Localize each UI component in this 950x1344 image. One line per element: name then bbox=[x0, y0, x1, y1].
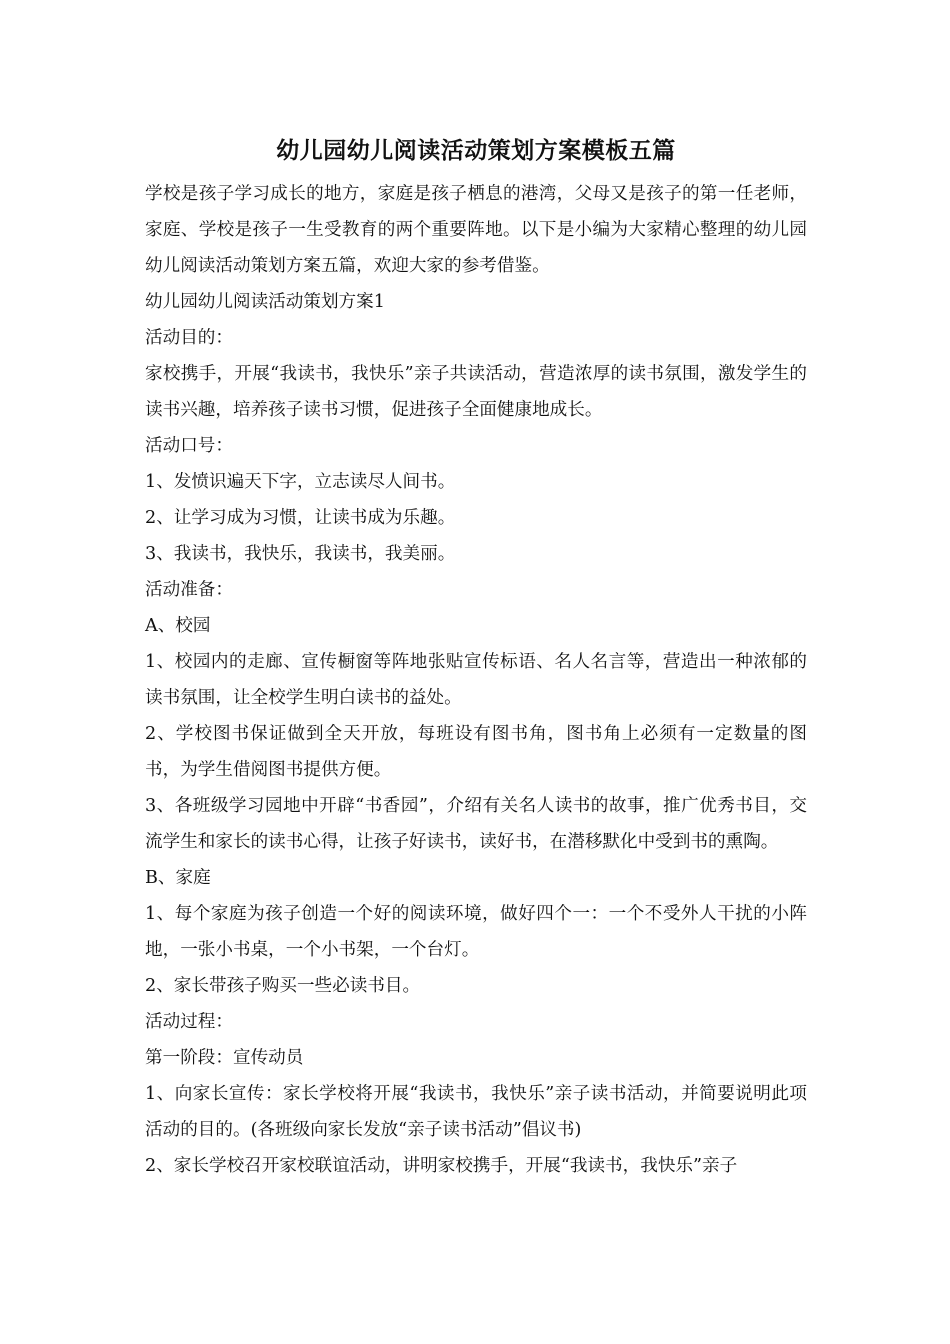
family-item-2: 2、家长带孩子购买一些必读书目。 bbox=[145, 976, 421, 996]
subheading-family: B、家庭 bbox=[145, 868, 211, 888]
stage-1-item-1: 1、向家长宣传：家长学校将开展“我读书，我快乐”亲子读书活动，并简要说明此项活动的目的。(各班级向家长发放“亲子读书活动”倡议书) bbox=[145, 1084, 807, 1140]
campus-item-1: 1、校园内的走廊、宣传橱窗等阵地张贴宣传标语、名人名言等，营造出一种浓郁的读书氛围，让全校学生明白读书的益处。 bbox=[145, 652, 807, 708]
subheading-campus: A、校园 bbox=[145, 616, 211, 636]
stage-1-item-2: 2、家长学校召开家校联谊活动，讲明家校携手，开展“我读书，我快乐”亲子 bbox=[145, 1156, 738, 1176]
slogan-item-2: 2、让学习成为习惯，让读书成为乐趣。 bbox=[145, 508, 456, 528]
campus-item-3: 3、各班级学习园地中开辟“书香园”，介绍有关名人读书的故事，推广优秀书目，交流学生和家长的读书心得，让孩子好读书，读好书，在潜移默化中受到书的熏陶。 bbox=[145, 796, 807, 852]
heading-activity-slogan: 活动口号： bbox=[145, 436, 233, 456]
intro-paragraph: 学校是孩子学习成长的地方，家庭是孩子栖息的港湾，父母又是孩子的第一任老师，家庭、学校是孩子一生受教育的两个重要阵地。以下是小编为大家精心整理的幼儿园幼儿阅读活动策划方案五篇，欢迎大家的参考借鉴。 bbox=[145, 184, 807, 276]
heading-activity-preparation: 活动准备： bbox=[145, 580, 233, 600]
document-body bbox=[145, 176, 807, 1184]
family-item-1: 1、每个家庭为孩子创造一个好的阅读环境，做好四个一：一个不受外人干扰的小阵地，一张小书桌，一个小书架，一个台灯。 bbox=[145, 904, 807, 960]
campus-item-2: 2、学校图书保证做到全天开放，每班设有图书角，图书角上必须有一定数量的图书，为学生借阅图书提供方便。 bbox=[145, 724, 807, 780]
slogan-item-3: 3、我读书，我快乐，我读书，我美丽。 bbox=[145, 544, 456, 564]
document-page bbox=[145, 130, 807, 1184]
document-title: 幼儿园幼儿阅读活动策划方案模板五篇 bbox=[276, 137, 676, 164]
heading-activity-process: 活动过程： bbox=[145, 1012, 233, 1032]
purpose-paragraph: 家校携手，开展“我读书，我快乐”亲子共读活动，营造浓厚的读书氛围，激发学生的读书兴趣，培养孩子读书习惯，促进孩子全面健康地成长。 bbox=[145, 364, 807, 420]
section-heading-plan-1: 幼儿园幼儿阅读活动策划方案1 bbox=[145, 292, 385, 312]
slogan-item-1: 1、发愤识遍天下字，立志读尽人间书。 bbox=[145, 472, 456, 492]
heading-stage-1: 第一阶段：宣传动员 bbox=[145, 1048, 304, 1068]
heading-activity-purpose: 活动目的： bbox=[145, 328, 233, 348]
